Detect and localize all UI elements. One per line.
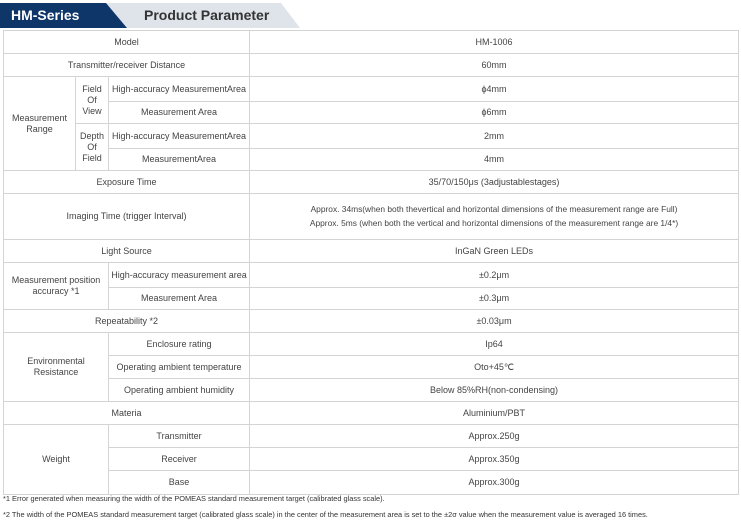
table-row (4, 102, 739, 124)
base-value: Approx.300g (250, 471, 739, 495)
temperature-label: Operating ambient temperature (109, 356, 250, 379)
receiver-label: Receiver (109, 448, 250, 471)
dof-measurement-area-label: MeasurementArea (109, 149, 250, 171)
header-bar (0, 0, 741, 28)
table-row (4, 448, 739, 471)
series-tab (0, 3, 106, 28)
table-row (4, 333, 739, 356)
table-row (4, 310, 739, 333)
table-row (4, 471, 739, 495)
imaging-time-label: Imaging Time (trigger Interval) (4, 194, 250, 240)
pos-measurement-area-label: Measurement Area (109, 288, 250, 310)
exposure-time-value: 35/70/150μs (3adjustablestages) (250, 171, 739, 194)
light-source-value: InGaN Green LEDs (250, 240, 739, 263)
imaging-time-value (250, 194, 739, 240)
table-row (4, 402, 739, 425)
table-row (4, 425, 739, 448)
dof-measurement-area-value: 4mm (250, 149, 739, 171)
base-label: Base (109, 471, 250, 495)
receiver-value: Approx.350g (250, 448, 739, 471)
weight-label: Weight (4, 425, 109, 495)
table-row (4, 171, 739, 194)
model-label: Model (4, 31, 250, 54)
section-title: Product Parameter (144, 7, 270, 23)
transmitter-value: Approx.250g (250, 425, 739, 448)
field-of-view-label: Field Of View (76, 77, 109, 124)
depth-of-field-label: Depth Of Field (76, 124, 109, 171)
table-row (4, 149, 739, 171)
section-title-tab (106, 3, 300, 28)
imaging-time-line1: Approx. 34ms(when both thevertical and horizontal dimensions of the measurement range are Full) (310, 204, 678, 214)
pos-high-accuracy-value: ±0.2μm (250, 263, 739, 288)
fov-high-accuracy-label: High-accuracy MeasurementArea (109, 77, 250, 102)
enclosure-value: Ip64 (250, 333, 739, 356)
distance-value: 60mm (250, 54, 739, 77)
table-row (4, 379, 739, 402)
transmitter-label: Transmitter (109, 425, 250, 448)
measurement-range-label: Measurement Range (4, 77, 76, 171)
material-value: Aluminium/PBT (250, 402, 739, 425)
dof-high-accuracy-value: 2mm (250, 124, 739, 149)
enclosure-label: Enclosure rating (109, 333, 250, 356)
spec-table (3, 30, 739, 495)
repeatability-value: ±0.03μm (250, 310, 739, 333)
exposure-time-label: Exposure Time (4, 171, 250, 194)
humidity-label: Operating ambient humidity (109, 379, 250, 402)
material-label: Materia (4, 402, 250, 425)
series-label: HM-Series (11, 7, 80, 23)
table-row (4, 77, 739, 102)
position-accuracy-label: Measurement position accuracy *1 (4, 263, 109, 310)
table-row (4, 263, 739, 288)
fov-measurement-area-label: Measurement Area (109, 102, 250, 124)
model-value: HM-1006 (250, 31, 739, 54)
table-row (4, 356, 739, 379)
footnote-1: *1 Error generated when measuring the width of the POMEAS standard measurement target (calibrated glass scale). (3, 494, 385, 503)
footnote-2: *2 The width of the POMEAS standard measurement target (calibrated glass scale) in the center of the measurement area is set to the ±2σ value when the measurement value is averaged 16 times. (3, 510, 648, 519)
fov-high-accuracy-value: ϕ4mm (250, 77, 739, 102)
repeatability-label: Repeatability *2 (4, 310, 250, 333)
environmental-label: Environmental Resistance (4, 333, 109, 402)
temperature-value: Oto+45℃ (250, 356, 739, 379)
distance-label: Transmitter/receiver Distance (4, 54, 250, 77)
pos-measurement-area-value: ±0.3μm (250, 288, 739, 310)
pos-high-accuracy-label: High-accuracy measurement area (109, 263, 250, 288)
table-row (4, 54, 739, 77)
table-row (4, 240, 739, 263)
table-row (4, 288, 739, 310)
table-row (4, 194, 739, 240)
humidity-value: Below 85%RH(non-condensing) (250, 379, 739, 402)
table-row (4, 31, 739, 54)
fov-measurement-area-value: ϕ6mm (250, 102, 739, 124)
light-source-label: Light Source (4, 240, 250, 263)
table-row (4, 124, 739, 149)
imaging-time-line2: Approx. 5ms (when both the vertical and horizontal dimensions of the measurement range are 1/4*) (309, 218, 679, 228)
dof-high-accuracy-label: High-accuracy MeasurementArea (109, 124, 250, 149)
